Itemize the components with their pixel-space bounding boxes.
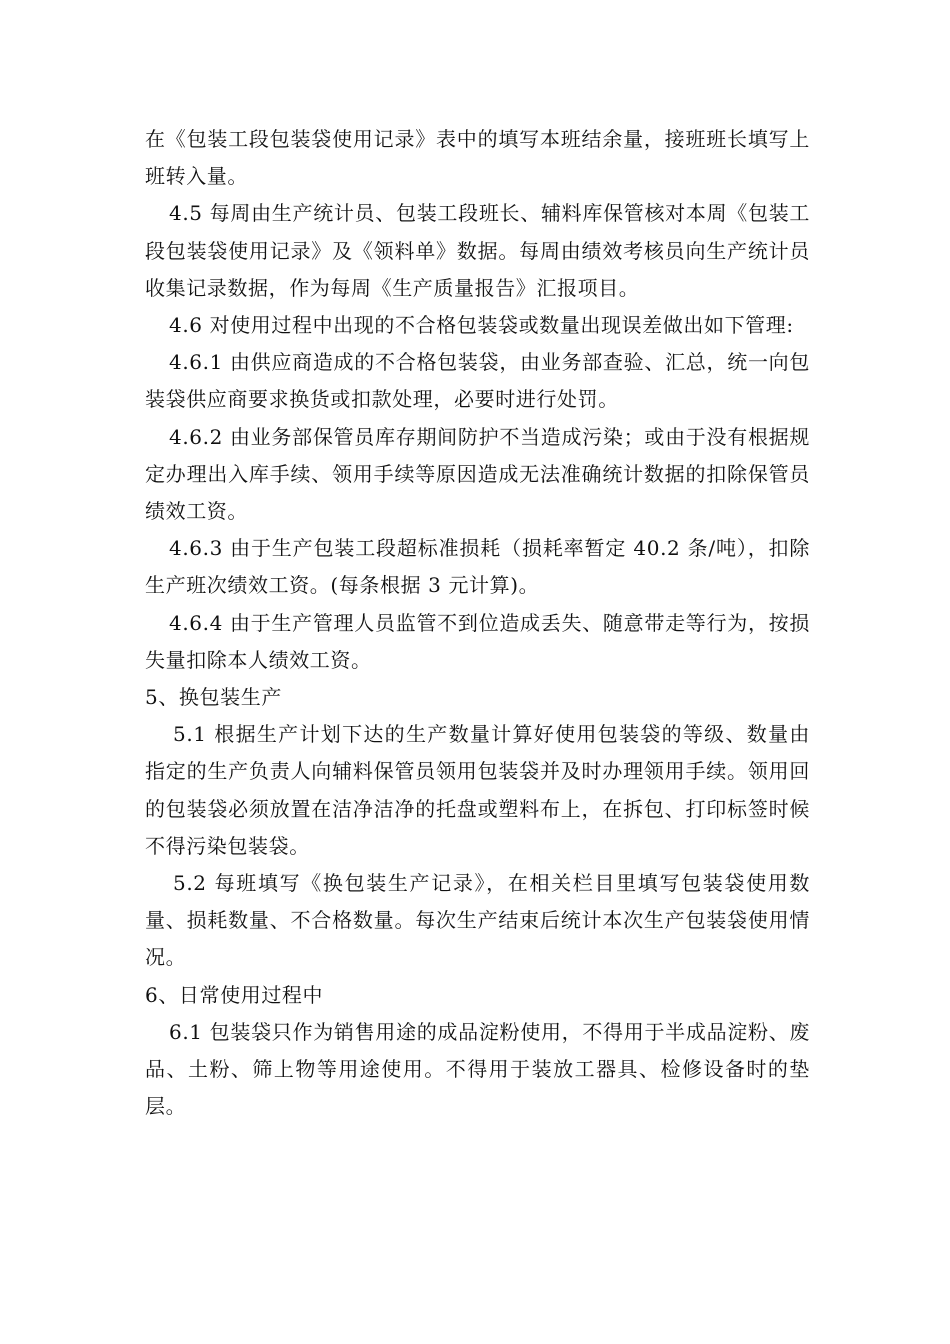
section-heading-5: 5、换包装生产	[145, 685, 282, 710]
paragraph-4-6-4: 4.6.4 由于生产管理人员监管不到位造成丢失、随意带走等行为，按损失量扣除本人绩效工资。	[145, 610, 810, 672]
paragraph-5-1: 5.1 根据生产计划下达的生产数量计算好使用包装袋的等级、数量由指定的生产负责人向辅料保管员领用包装袋并及时办理领用手续。领用回的包装袋必须放置在洁净洁净的托盘或塑料布上，在拆包、打印标签时候不得污染包装袋。	[145, 722, 810, 858]
paragraph-4-6-3: 4.6.3 由于生产包装工段超标准损耗（损耗率暂定 40.2 条/吨），扣除生产班次绩效工资。(每条根据 3 元计算)。	[145, 536, 810, 598]
document-body	[145, 121, 810, 1125]
paragraph-4-6-1: 4.6.1 由供应商造成的不合格包装袋，由业务部查验、汇总，统一向包装袋供应商要求换货或扣款处理，必要时进行处罚。	[145, 350, 810, 412]
paragraph-4-6: 4.6 对使用过程中出现的不合格包装袋或数量出现误差做出如下管理:	[169, 313, 794, 338]
paragraph-4-4-continued: 在《包装工段包装袋使用记录》表中的填写本班结余量，接班班长填写上班转入量。	[145, 127, 810, 189]
paragraph-4-6-2: 4.6.2 由业务部保管员库存期间防护不当造成污染；或由于没有根据规定办理出入库手续、领用手续等原因造成无法准确统计数据的扣除保管员绩效工资。	[145, 424, 810, 524]
section-heading-6: 6、日常使用过程中	[145, 982, 324, 1007]
paragraph-5-2: 5.2 每班填写《换包装生产记录》，在相关栏目里填写包装袋使用数量、损耗数量、不合格数量。每次生产结束后统计本次生产包装袋使用情况。	[145, 871, 810, 970]
paragraph-4-5: 4.5 每周由生产统计员、包装工段班长、辅料库保管核对本周《包装工段包装袋使用记录》及《领料单》数据。每周由绩效考核员向生产统计员收集记录数据，作为每周《生产质量报告》汇报项目。	[145, 201, 810, 300]
paragraph-6-1: 6.1 包装袋只作为销售用途的成品淀粉使用，不得用于半成品淀粉、废品、土粉、筛上物等用途使用。不得用于装放工器具、检修设备时的垫层。	[145, 1019, 810, 1119]
